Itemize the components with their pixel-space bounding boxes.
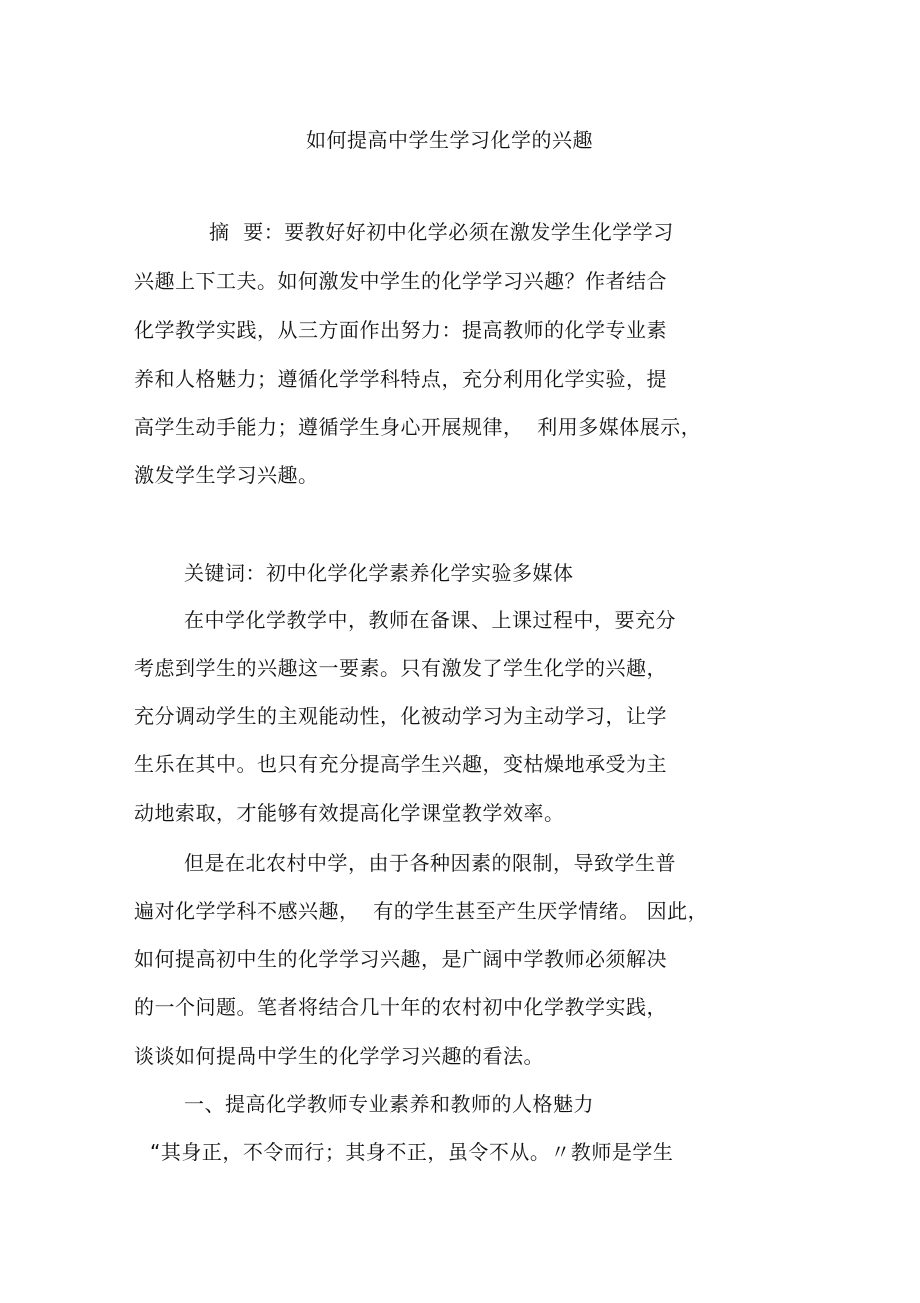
abstract-line: 养和人格魅力；遵循化学学科特点，充分利用化学实验，提: [134, 367, 667, 391]
paragraph-line: 充分调动学生的主观能动性，化被动学习为主动学习，让学: [134, 704, 667, 728]
abstract-line: 化学教学实践，从三方面作出努力：提高教师的化学专业素: [134, 318, 667, 342]
paragraph-line: 动地索取，才能够有效提高化学课堂教学效率。: [134, 801, 565, 825]
abstract-line: 激发学生学习兴趣。: [134, 463, 319, 487]
abstract-line: 高学生动手能力；遵循学生身心开展规律， 利用多媒体展示，: [134, 415, 702, 439]
paragraph-line: 但是在北农村中学，由于各种因素的限制，导致学生普: [184, 851, 676, 875]
section-heading: 一、提高化学教师专业素养和教师的人格魅力: [184, 1092, 594, 1116]
paragraph-line: 谈谈如何提咼中学生的化学学习兴趣的看法。: [134, 1044, 544, 1068]
paragraph-line: 在中学化学教学中，教师在备课、上课过程中，要充分: [184, 608, 676, 632]
document-title: 如何提高中学生学习化学的兴趣: [306, 128, 593, 152]
paragraph-line: 如何提高初中生的化学学习兴趣，是广阔中学教师必须解决: [134, 947, 667, 971]
paragraph-line: 的一个问题。笔者将结合几十年的农村初中化学教学实践，: [134, 995, 667, 1019]
paragraph-line: 生乐在其中。也只有充分提高学生兴趣，变枯燥地承受为主: [134, 752, 667, 776]
keywords-line: 关键词：初中化学化学素养化学实验多媒体: [184, 561, 574, 585]
abstract-line: 兴趣上下工夫。如何激发中学生的化学学习兴趣？作者结合: [134, 269, 667, 293]
paragraph-line: 考虑到学生的兴趣这一要素。只有激发了学生化学的兴趣，: [134, 656, 667, 680]
abstract-line: 摘 要：要教好好初中化学必须在激发学生化学学习: [209, 220, 674, 244]
quote-line: “其身正，不令而行；其身不正，虽令不从。〃教师是学生: [150, 1140, 674, 1164]
paragraph-line: 遍对化学学科不感兴趣， 有的学生甚至产生厌学情绪。 因此，: [134, 899, 709, 923]
